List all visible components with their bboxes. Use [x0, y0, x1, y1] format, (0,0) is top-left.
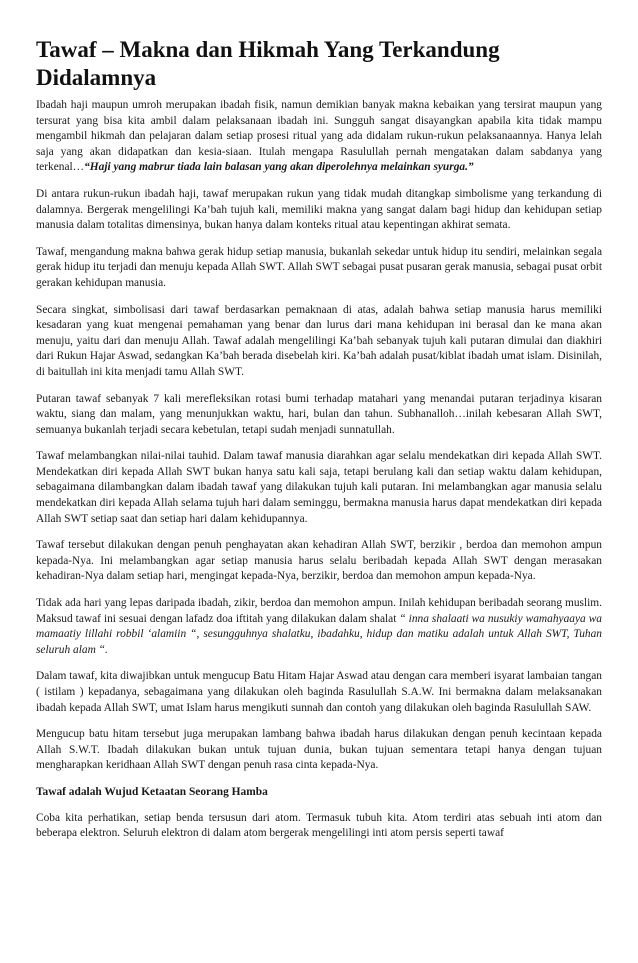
- paragraph: Tawaf melambangkan nilai-nilai tauhid. Dalam tawaf manusia diarahkan agar selalu mendekatkan diri kepada Allah SWT. Mendekatkan diri kepada Allah SWT bukan hanya satu kali saja, tetapi berulang kali dan setiap waktu dalam kehidupan, sebagaimana dilambangkan dalam ibadah tawaf yang dilakukan tujuh kali putaran. Ini melambangkan agar manusia selalu mendekatkan diri kepada Allah selama tujuh hari dalam seminggu, bermakna manusia harus dapat mendekatkan diri kepada Allah SWT setiap saat dan setiap hari dalam kehidupannya.: [36, 450, 602, 525]
- paragraph: Tawaf tersebut dilakukan dengan penuh penghayatan akan kehadiran Allah SWT, berzikir , berdoa dan memohon ampun kepada-Nya. Ini melambangkan agar setiap manusia harus selalu beribadah kepada Allah SWT dengan merasakan kehadiran-Nya dalam setiap hari, mengingat kepada-Nya, berzikir, berdoa dan memohon ampun kepada-Nya.: [36, 539, 602, 583]
- paragraph: Coba kita perhatikan, setiap benda tersusun dari atom. Termasuk tubuh kita. Atom terdiri atas sebuah inti atom dan beberapa elektron. Seluruh elektron di dalam atom bergerak mengelilingi inti atom persis seperti tawaf: [36, 811, 602, 840]
- paragraph-iftitah-text: Tidak ada hari yang lepas daripada ibadah, zikir, berdoa dan memohon ampun. Inilah kehidupan beribadah seorang muslim. Maksud tawaf ini sesuai dengan lafadz doa iftitah yang dilakukan dalam shalat: [36, 597, 602, 625]
- paragraph: Tawaf, mengandung makna bahwa gerak hidup setiap manusia, bukanlah sekedar untuk hidup itu sendiri, melainkan segala gerak hidup itu terjadi dan menuju kepada Allah SWT. Allah SWT sebagai pusat pusaran gerak manusia, sebagai pusat orbit gerakan kehidupan manusia.: [36, 245, 602, 289]
- paragraph: Mengucup batu hitam tersebut juga merupakan lambang bahwa ibadah harus dilakukan dengan penuh kecintaan kepada Allah S.W.T. Ibadah dilakukan bukan untuk tujuan dunia, bukan tujuan sementara tetapi hanya dengan tujuan mengharapkan keridhaan Allah SWT dengan penuh rasa cinta kepada-Nya.: [36, 728, 602, 772]
- paragraph: Di antara rukun-rukun ibadah haji, tawaf merupakan rukun yang tidak mudah ditangkap simbolisme yang terkandung di dalamnya. Bergerak mengelilingi Ka’bah tujuh kali, memiliki makna yang sangat dalam bagi hidup dan kehidupan setiap manusia dalam totalitas dimensinya, bukan hanya dalam konteks ritual atau kepentingan akhirat semata.: [36, 187, 602, 232]
- paragraph: Secara singkat, simbolisasi dari tawaf berdasarkan pemaknaan di atas, adalah bahwa setiap manusia harus memiliki kesadaran yang kuat mengenai pemahaman yang benar dan lurus dari mana kehidupan ini berasal dan ke mana akan menuju, yaitu dari dan menuju Allah. Tawaf adalah mengelilingi Ka’bah sebanyak tujuh kali putaran dimulai dan diakhiri dari Rukun Hajar Aswad, sedangkan Ka’bah berada disebelah kiri. Ka’bah adalah pusat/kiblat ibadah umat islam. Disinilah, di baitullah ini kita menjadi tamu Allah SWT.: [36, 303, 602, 378]
- iftitah-quote: “ inna shalaati wa nusukiy wamahyaaya wa mamaatiy lillahi robbil ‘alamiin “, sesungguhnya shalatku, ibadahku, hidup dan matiku adalah untuk Allah SWT, Tuhan seluruh alam “.: [36, 612, 602, 656]
- paragraph: Putaran tawaf sebanyak 7 kali merefleksikan rotasi bumi terhadap matahari yang menandai putaran terjadinya kisaran waktu, siang dan malam, yang menunjukkan waktu, hari, bulan dan tahun. Subhanalloh…inilah kebesaran Allah SWT, semuanya bukanlah terjadi secara kebetulan, tetapi sudah menjadi sunnatullah.: [36, 392, 602, 436]
- page-title: Tawaf – Makna dan Hikmah Yang Terkandung Didalamnya: [36, 37, 500, 90]
- paragraph-intro: [36, 98, 602, 176]
- paragraph: Dalam tawaf, kita diwajibkan untuk mengucup Batu Hitam Hajar Aswad atau dengan cara memberi isyarat lambaian tangan ( istilam ) kepadanya, sebagaimana yang dilakukan oleh baginda Rasulullah S.A.W. Ini bermakna dalam melaksanakan ibadah kepada Allah SWT, umat Islam harus mengikuti sunnah dan contoh yang dilakukan oleh baginda Rasulullah SAW.: [36, 670, 602, 714]
- paragraph-iftitah: [36, 596, 602, 658]
- paragraph-intro-text: Ibadah haji maupun umroh merupakan ibadah fisik, namun demikian banyak makna kebaikan yang tersirat maupun yang tersurat yang bisa kita ambil dalam pelaksanaan ibadah ini. Sungguh sangat disayangkan apabila kita tidak mampu mengambil hikmah dan pelajaran dalam setiap prosesi ritual yang ada didalam rukun-rukun pelaksanaannya. Hanya lelah saja yang akan didapatkan dan kesia-siaan. Itulah mengapa Rasulullah pernah mengatakan dalam sabdanya yang terkenal…: [36, 99, 602, 174]
- hadith-quote: “Haji yang mabrur tiada lain balasan yang akan diperolehnya melainkan syurga.”: [84, 161, 474, 174]
- section-heading: Tawaf adalah Wujud Ketaatan Seorang Hamba: [36, 785, 268, 798]
